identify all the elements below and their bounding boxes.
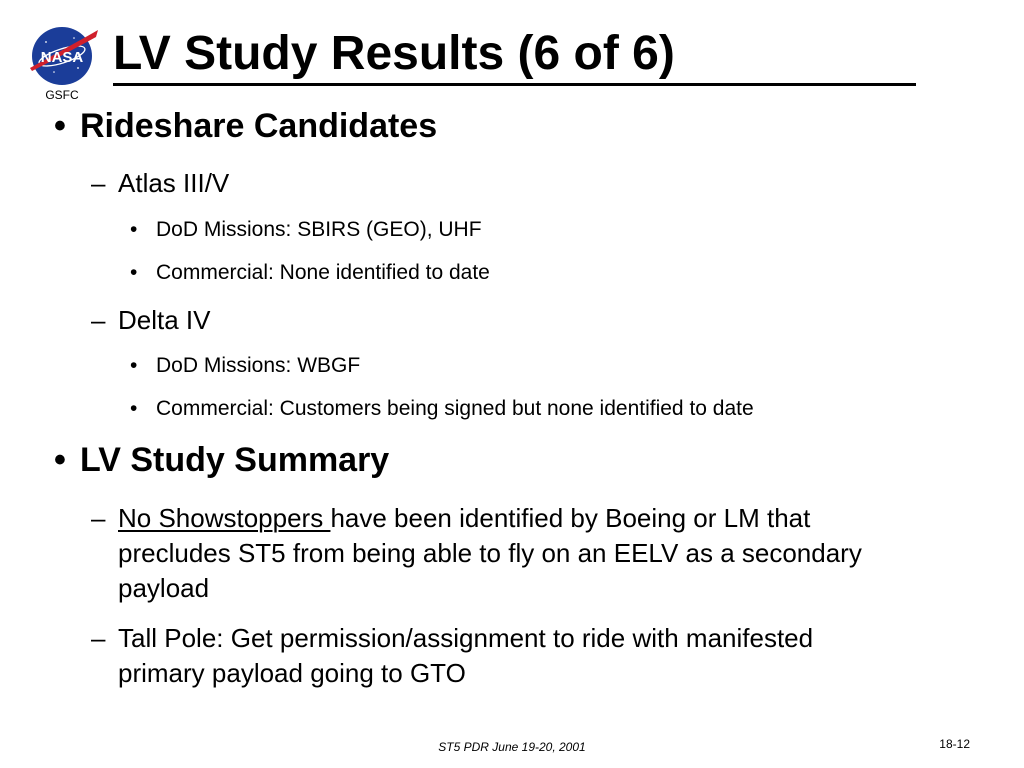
page-number: 18-12	[939, 737, 970, 751]
bullet-dot-icon: •	[130, 261, 138, 284]
bullet-rideshare	[54, 106, 437, 146]
tall-pole-line1-text: Tall Pole: Get permission/assignment to ride with manifested	[118, 623, 814, 653]
item-delta-commercial-text: Commercial: Customers being signed but none identified to date	[156, 397, 754, 420]
bullet-summary	[54, 440, 389, 480]
sub-bullet-atlas	[91, 167, 229, 199]
bullet-dot-icon: •	[130, 354, 138, 377]
bullet-summary-text: LV Study Summary	[80, 441, 390, 479]
summary-item-showstoppers	[91, 502, 810, 534]
dash-icon: –	[91, 305, 106, 335]
footer-text: ST5 PDR June 19-20, 2001	[438, 740, 586, 754]
bullet-dot-icon: •	[54, 107, 66, 145]
slide-title: LV Study Results (6 of 6)	[113, 27, 675, 80]
center-label: GSFC	[45, 88, 79, 102]
bullet-dot-icon: •	[54, 441, 66, 479]
item-atlas-commercial	[130, 260, 490, 286]
dash-icon: –	[91, 503, 106, 533]
summary-item-tall-pole	[91, 622, 813, 654]
bullet-dot-icon: •	[130, 218, 138, 241]
bullet-dot-icon: •	[130, 397, 138, 420]
item-delta-dod	[130, 353, 360, 379]
sub-bullet-atlas-text: Atlas III/V	[118, 168, 230, 198]
sub-bullet-delta-text: Delta IV	[118, 305, 211, 335]
item-atlas-commercial-text: Commercial: None identified to date	[156, 261, 490, 284]
showstoppers-line1-text: have been identified by Boeing or LM that	[330, 503, 811, 533]
no-showstoppers-text: No Showstoppers	[118, 503, 331, 533]
showstoppers-line3: payload	[118, 573, 210, 603]
dash-icon: –	[91, 623, 106, 653]
item-delta-dod-text: DoD Missions: WBGF	[156, 354, 361, 377]
showstoppers-line2: precludes ST5 from being able to fly on an EELV as a secondary	[118, 538, 862, 568]
bullet-rideshare-text: Rideshare Candidates	[80, 107, 438, 145]
dash-icon: –	[91, 168, 106, 198]
item-atlas-dod-text: DoD Missions: SBIRS (GEO), UHF	[156, 218, 482, 241]
item-delta-commercial	[130, 396, 754, 422]
item-atlas-dod	[130, 217, 482, 243]
nasa-logo-text: NASA	[40, 49, 84, 66]
sub-bullet-delta	[91, 304, 211, 336]
tall-pole-line2: primary payload going to GTO	[118, 658, 466, 688]
